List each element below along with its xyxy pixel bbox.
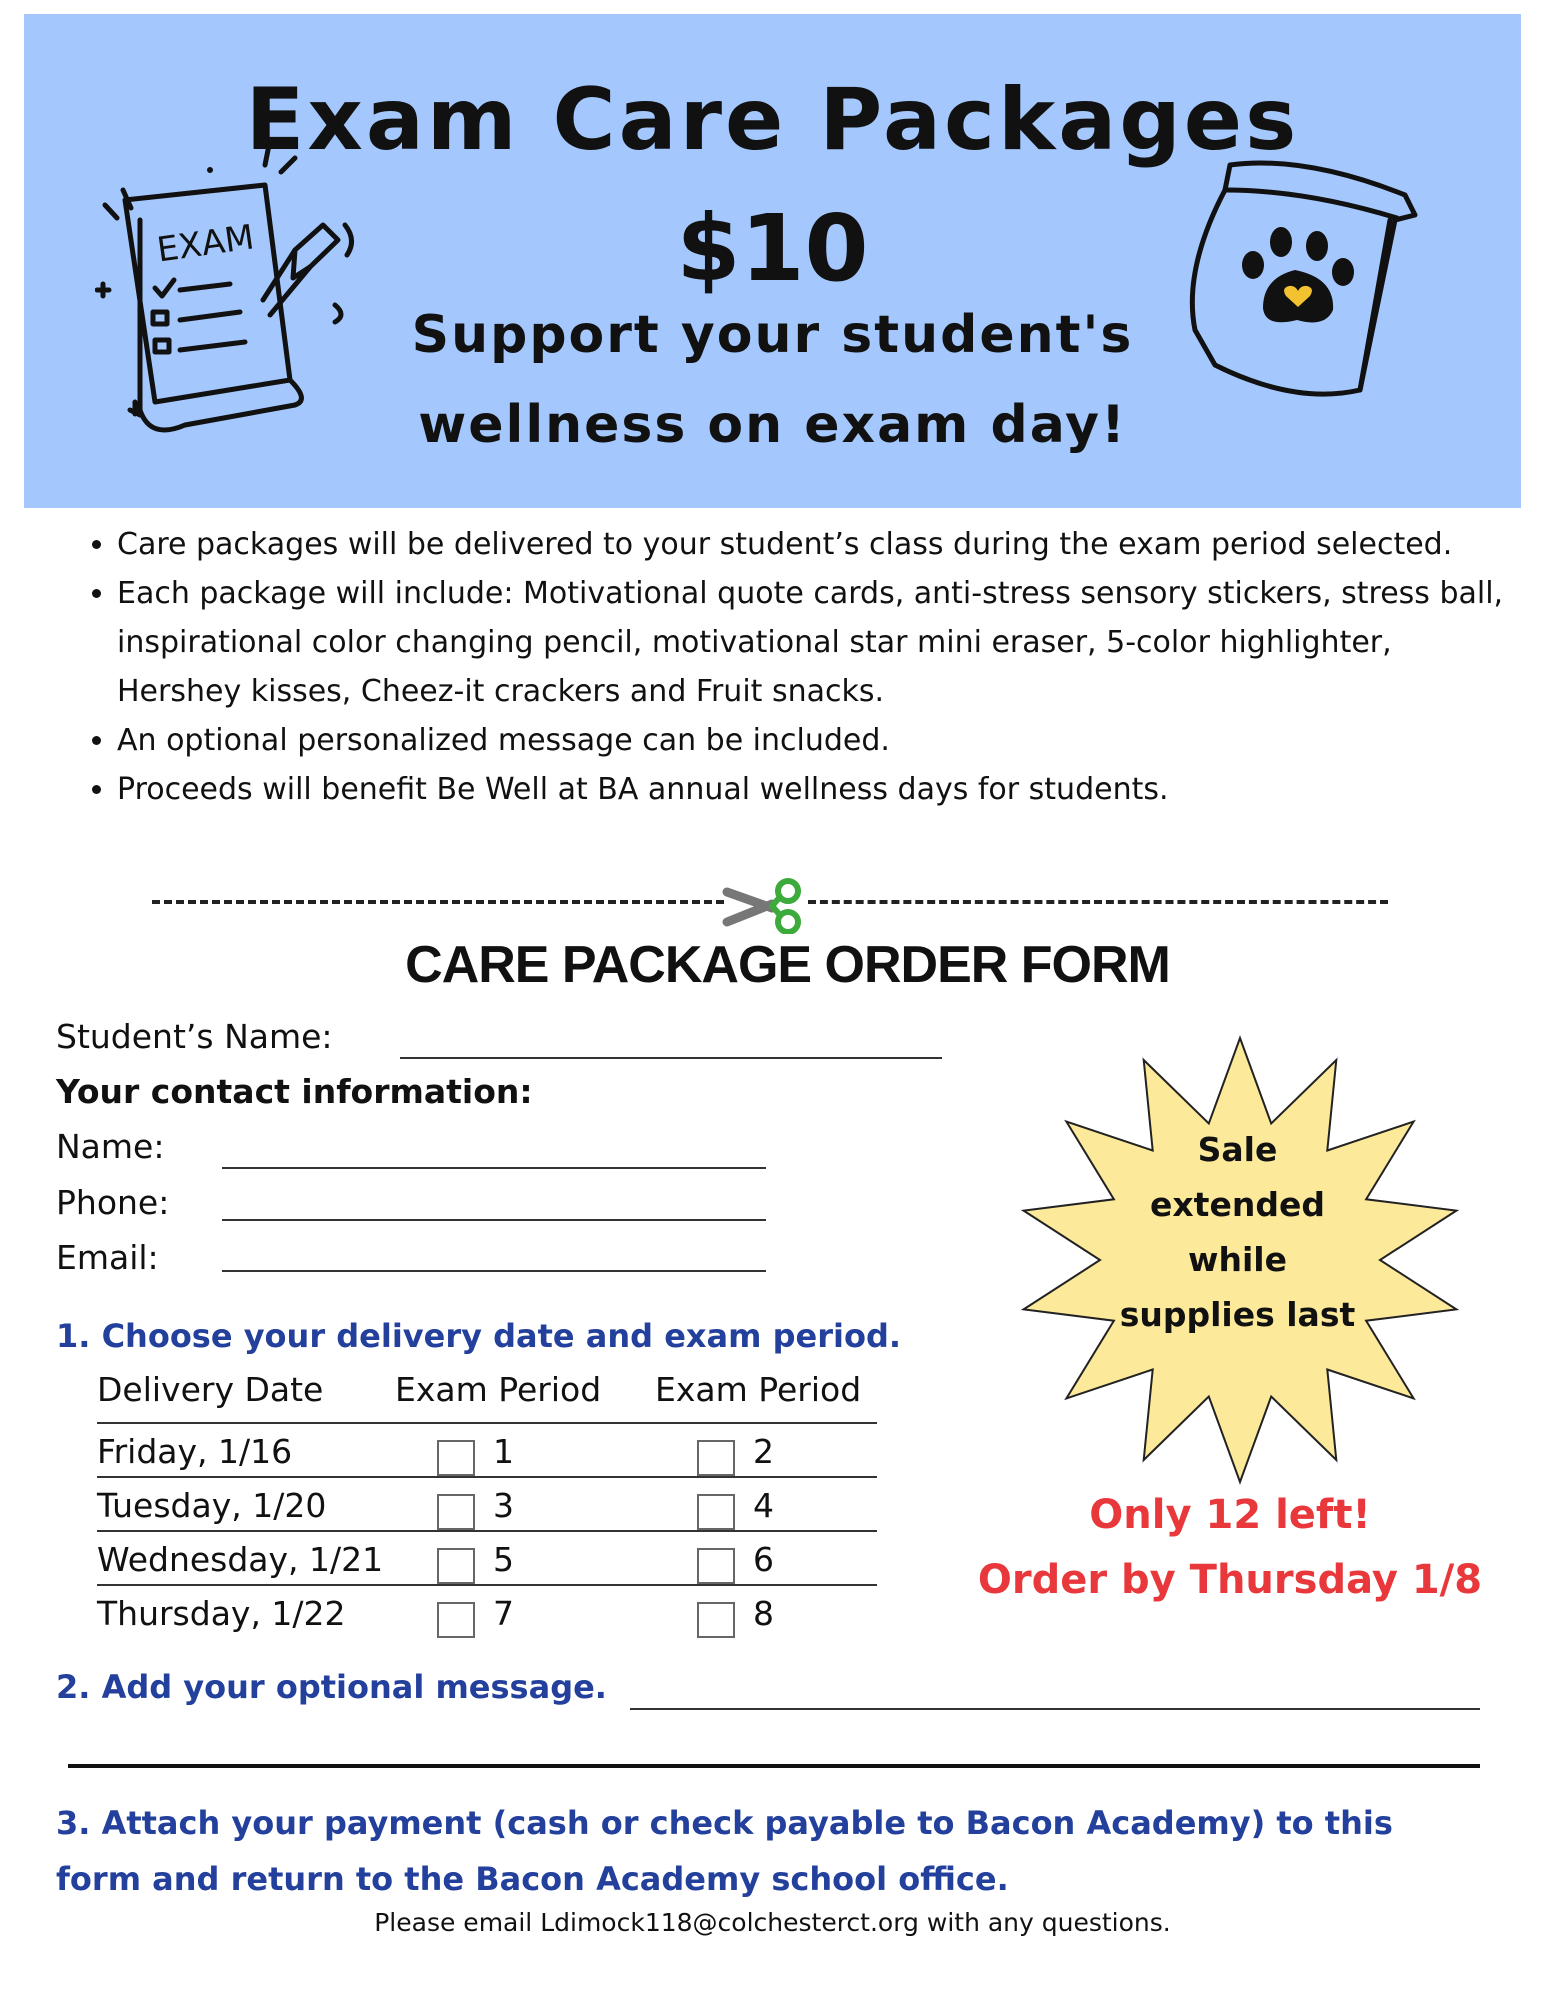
table-row [97,1584,877,1640]
section-3-heading: 3. Attach your payment (cash or check payable to Bacon Academy) to this form and return to the Bacon Academy school office. [56,1804,1393,1898]
period-checkbox[interactable] [697,1494,735,1530]
period-number: 4 [753,1486,774,1525]
phone-label: Phone: [56,1183,170,1222]
exam-paper-pencil-icon [95,140,365,440]
student-name-label: Student’s Name: [56,1017,333,1056]
period-checkbox[interactable] [437,1602,475,1638]
table-row [97,1476,877,1532]
phone-field[interactable] [222,1219,766,1221]
email-label: Email: [56,1238,159,1277]
delivery-date: Tuesday, 1/20 [97,1486,327,1525]
bullet-proceeds: • Proceeds will benefit Be Well at BA annual wellness days for students. [117,765,1517,814]
burst-line: Sale [1197,1130,1278,1169]
period-number: 2 [753,1432,774,1471]
exam-sheet-label: EXAM [154,217,257,271]
page-title: Exam Care Packages [245,70,1300,170]
delivery-date: Friday, 1/16 [97,1432,293,1471]
cut-line-right [808,900,1388,904]
period-number: 8 [753,1594,774,1633]
burst-line: extended [1150,1185,1325,1224]
period-number: 7 [493,1594,514,1633]
student-name-field[interactable] [400,1057,942,1059]
info-bullets [80,520,1517,814]
period-number: 1 [493,1432,514,1471]
footer-contact: Please email Ldimock118@colchesterct.org with any questions. [374,1908,1171,1937]
delivery-date: Wednesday, 1/21 [97,1540,384,1579]
tagline-line-2: wellness on exam day! [418,395,1127,455]
name-label: Name: [56,1127,165,1166]
header-exam-period-1: Exam Period [395,1370,602,1409]
order-by-notice: Order by Thursday 1/8 [977,1557,1483,1603]
only-left-notice: Only 12 left! [1089,1492,1371,1538]
section-1-heading: 1. Choose your delivery date and exam period. [56,1317,902,1355]
paw-print-bag-icon [1185,150,1420,410]
scissors-icon [722,878,812,934]
tagline-line-1: Support your student's [411,305,1134,365]
period-checkbox[interactable] [437,1548,475,1584]
cut-line-left [152,900,724,904]
period-number: 6 [753,1540,774,1579]
bullet-message: • An optional personalized message can be included. [117,716,1517,765]
email-field[interactable] [222,1270,766,1272]
period-number: 3 [493,1486,514,1525]
period-checkbox[interactable] [697,1440,735,1476]
section-2-heading: 2. Add your optional message. [56,1668,607,1706]
delivery-date: Thursday, 1/22 [97,1594,346,1633]
table-row [97,1422,877,1478]
period-checkbox[interactable] [697,1602,735,1638]
burst-line: supplies last [1119,1295,1356,1334]
period-checkbox[interactable] [437,1494,475,1530]
period-checkbox[interactable] [437,1440,475,1476]
contact-heading: Your contact information: [56,1072,533,1111]
bullet-delivery: • Care packages will be delivered to your student’s class during the exam period selected. [117,520,1517,569]
message-line-2[interactable] [68,1764,1480,1768]
bullet-contents: • Each package will include: Motivational quote cards, anti-stress sensory stickers, stress ball, inspirational color changing pencil, motivational star mini eraser, 5-color highlighter, Hershey kisses, Cheez-it crackers and Fruit snacks. [117,569,1517,716]
period-number: 5 [493,1540,514,1579]
price: $10 [676,195,869,302]
name-field[interactable] [222,1167,766,1169]
header-exam-period-2: Exam Period [655,1370,862,1409]
header-delivery-date: Delivery Date [97,1370,324,1409]
message-line-1[interactable] [630,1708,1480,1710]
order-form-title: CARE PACKAGE ORDER FORM [405,936,1170,994]
table-row [97,1530,877,1586]
burst-line: while [1188,1240,1287,1279]
sale-burst-text [1100,1122,1375,1342]
period-checkbox[interactable] [697,1548,735,1584]
